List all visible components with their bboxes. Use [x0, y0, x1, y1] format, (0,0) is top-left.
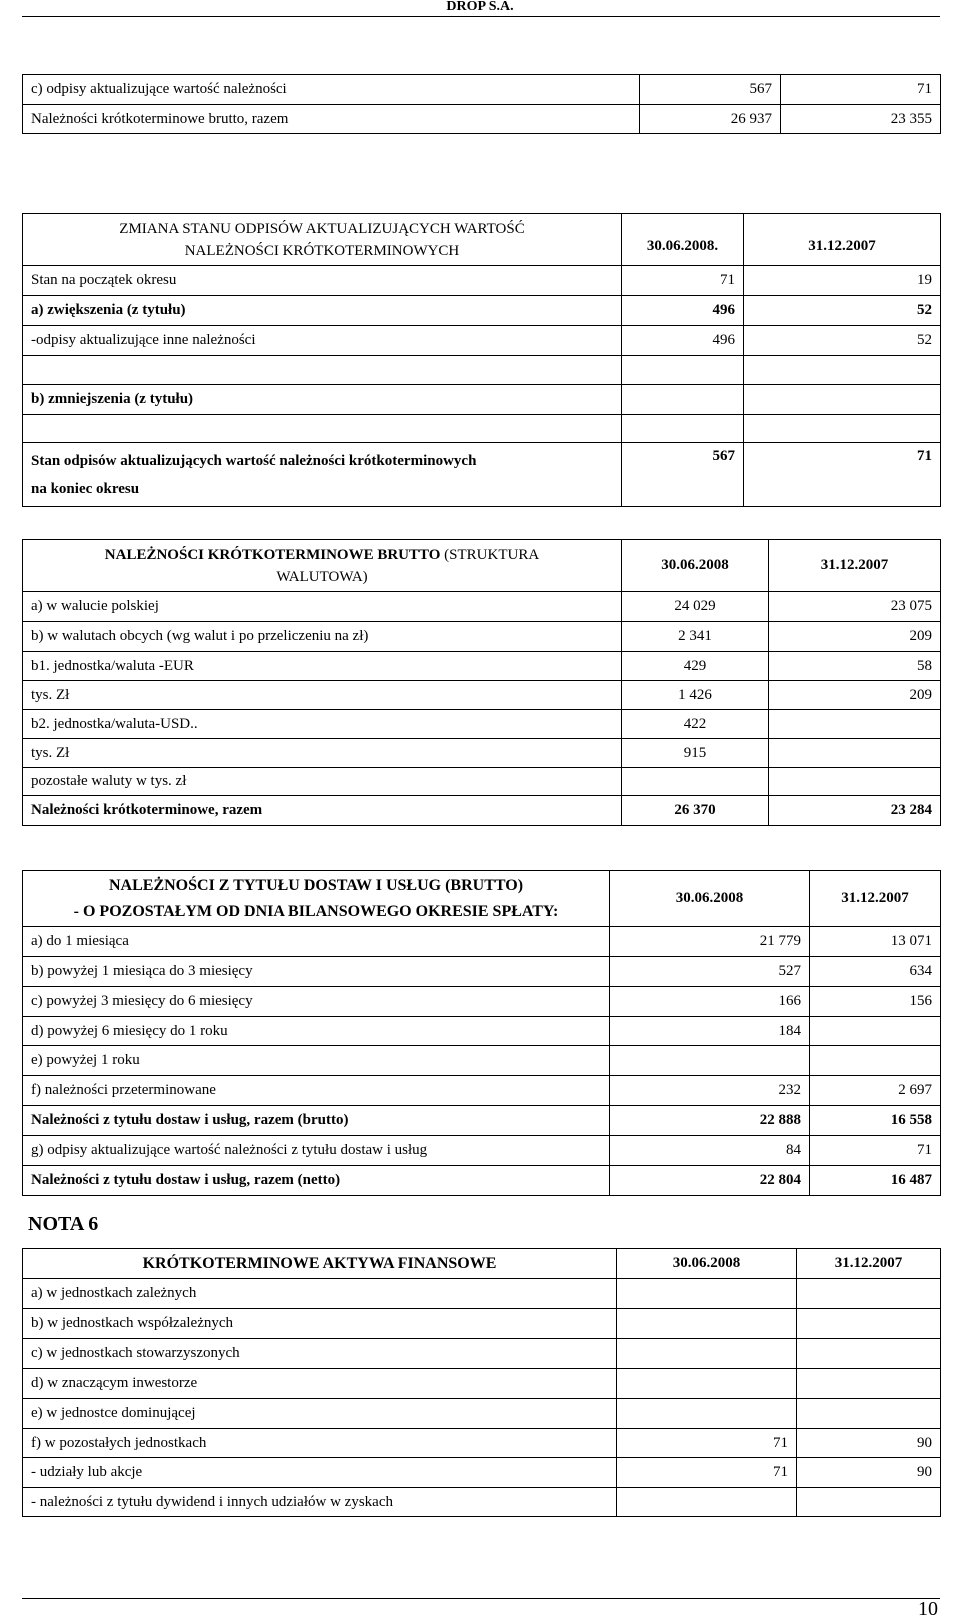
row-label: Należności z tytułu dostaw i usług, razem (netto)	[23, 1166, 610, 1196]
value-2008: 496	[622, 296, 744, 326]
col-header-2008: 30.06.2008	[610, 871, 810, 927]
value-2008: 915	[622, 739, 769, 768]
value-2007: 16 487	[810, 1166, 941, 1196]
value-2008	[622, 356, 744, 385]
value-2007: 71	[744, 443, 941, 507]
value-2007: 90	[797, 1429, 941, 1458]
table-row	[23, 105, 941, 134]
value-2007: 23 284	[769, 796, 941, 826]
title-normal: (STRUKTURA	[440, 546, 540, 563]
short-term-financial-assets-table	[22, 1248, 941, 1517]
table-row	[23, 1458, 941, 1488]
table-row	[23, 1279, 941, 1309]
value-2007: 634	[810, 957, 941, 987]
row-label: tys. Zł	[23, 681, 622, 710]
table-total-row	[23, 443, 941, 507]
value-2007	[744, 415, 941, 443]
value-2008: 232	[610, 1076, 810, 1106]
value-2007	[797, 1488, 941, 1517]
col-header-2007: 31.12.2007	[744, 214, 941, 266]
value-2008: 1 426	[622, 681, 769, 710]
value-2008: 71	[622, 266, 744, 296]
table-row	[23, 957, 941, 987]
table-header-row	[23, 871, 941, 927]
row-label: b1. jednostka/waluta -EUR	[23, 652, 622, 681]
note-heading: NOTA 6	[28, 1213, 99, 1235]
row-label: a) zwiększenia (z tytułu)	[23, 296, 622, 326]
value-2007: 71	[810, 1136, 941, 1166]
table-row	[23, 768, 941, 796]
table-subtotal-row	[23, 1106, 941, 1136]
title-line-2: NALEŻNOŚCI KRÓTKOTERMINOWYCH	[184, 242, 460, 259]
value-2007	[797, 1339, 941, 1369]
value-2007: 209	[769, 681, 941, 710]
table-row	[23, 592, 941, 622]
value-2007: 2 697	[810, 1076, 941, 1106]
row-label: b2. jednostka/waluta-USD..	[23, 710, 622, 739]
value-2007	[769, 768, 941, 796]
row-label: d) w znaczącym inwestorze	[23, 1369, 617, 1399]
row-label: b) powyżej 1 miesiąca do 3 miesięcy	[23, 957, 610, 987]
row-label: b) w walutach obcych (wg walut i po przeliczeniu na zł)	[23, 622, 622, 652]
table-title: KRÓTKOTERMINOWE AKTYWA FINANSOWE	[23, 1249, 617, 1279]
row-label: Należności krótkoterminowe, razem	[23, 796, 622, 826]
table-row	[23, 1136, 941, 1166]
row-label: Stan na początek okresu	[23, 266, 622, 296]
col-header-2008: 30.06.2008	[622, 540, 769, 592]
row-label: a) w walucie polskiej	[23, 592, 622, 622]
table-row	[23, 326, 941, 356]
value-2007	[797, 1399, 941, 1429]
table-row	[23, 739, 941, 768]
title-line-1: ZMIANA STANU ODPISÓW AKTUALIZUJĄCYCH WARTOŚĆ	[119, 220, 525, 237]
value-2007	[769, 739, 941, 768]
table-row	[23, 1488, 941, 1517]
table-title	[23, 871, 610, 927]
value-2007: 209	[769, 622, 941, 652]
table-header-row	[23, 1249, 941, 1279]
value-2008: 567	[622, 443, 744, 507]
table-row	[23, 1076, 941, 1106]
table-row	[23, 296, 941, 326]
value-2007: 90	[797, 1458, 941, 1488]
value-2008: 567	[640, 75, 781, 105]
page-number: 10	[918, 1598, 938, 1620]
value-2007	[797, 1309, 941, 1339]
table-row	[23, 356, 941, 385]
table-row	[23, 75, 941, 105]
value-2007	[769, 710, 941, 739]
value-2007: 156	[810, 987, 941, 1017]
value-2007: 52	[744, 326, 941, 356]
row-label: g) odpisy aktualizujące wartość należności z tytułu dostaw i usług	[23, 1136, 610, 1166]
value-2007: 23 355	[781, 105, 941, 134]
row-label: d) powyżej 6 miesięcy do 1 roku	[23, 1017, 610, 1046]
value-2008	[617, 1369, 797, 1399]
value-2008: 22 804	[610, 1166, 810, 1196]
table-header-row	[23, 540, 941, 592]
row-label: e) powyżej 1 roku	[23, 1046, 610, 1076]
row-label: b) w jednostkach współzależnych	[23, 1309, 617, 1339]
value-2008	[617, 1309, 797, 1339]
table-total-row	[23, 1166, 941, 1196]
row-label: - udziały lub akcje	[23, 1458, 617, 1488]
row-label: -odpisy aktualizujące inne należności	[23, 326, 622, 356]
value-2008: 21 779	[610, 927, 810, 957]
receivables-top-table	[22, 74, 941, 134]
row-label: f) należności przeterminowane	[23, 1076, 610, 1106]
value-2008: 24 029	[622, 592, 769, 622]
value-2008	[622, 768, 769, 796]
row-label: Należności z tytułu dostaw i usług, razem (brutto)	[23, 1106, 610, 1136]
col-header-2007: 31.12.2007	[769, 540, 941, 592]
table-row	[23, 681, 941, 710]
value-2008: 496	[622, 326, 744, 356]
table-title	[23, 540, 622, 592]
col-header-2008: 30.06.2008	[617, 1249, 797, 1279]
header-rule	[22, 16, 940, 17]
table-row	[23, 385, 941, 415]
label-line-1: Stan odpisów aktualizujących wartość należności krótkoterminowych	[31, 452, 477, 469]
table-row	[23, 652, 941, 681]
table-row	[23, 710, 941, 739]
value-2007: 19	[744, 266, 941, 296]
value-2007	[810, 1017, 941, 1046]
row-label: e) w jednostce dominującej	[23, 1399, 617, 1429]
title-line-2: WALUTOWA)	[276, 568, 368, 585]
table-row	[23, 987, 941, 1017]
value-2008: 166	[610, 987, 810, 1017]
currency-structure-table	[22, 539, 941, 826]
value-2008	[617, 1279, 797, 1309]
value-2008: 422	[622, 710, 769, 739]
row-label: b) zmniejszenia (z tytułu)	[23, 385, 622, 415]
value-2007: 13 071	[810, 927, 941, 957]
row-label	[23, 443, 622, 507]
footer-rule	[22, 1598, 940, 1599]
row-label: a) w jednostkach zależnych	[23, 1279, 617, 1309]
table-row	[23, 1017, 941, 1046]
table-row	[23, 1339, 941, 1369]
row-label: tys. Zł	[23, 739, 622, 768]
value-2007	[810, 1046, 941, 1076]
table-row	[23, 1046, 941, 1076]
value-2007: 58	[769, 652, 941, 681]
title-bold: NALEŻNOŚCI KRÓTKOTERMINOWE BRUTTO	[104, 546, 441, 563]
row-label	[23, 356, 622, 385]
table-row	[23, 622, 941, 652]
table-header-row	[23, 214, 941, 266]
value-2007: 52	[744, 296, 941, 326]
value-2007	[797, 1369, 941, 1399]
value-2007: 71	[781, 75, 941, 105]
col-header-2007: 31.12.2007	[810, 871, 941, 927]
row-label: c) powyżej 3 miesięcy do 6 miesięcy	[23, 987, 610, 1017]
value-2008	[622, 415, 744, 443]
table-row	[23, 1429, 941, 1458]
value-2008: 22 888	[610, 1106, 810, 1136]
value-2008	[610, 1046, 810, 1076]
value-2008: 84	[610, 1136, 810, 1166]
value-2008: 71	[617, 1429, 797, 1458]
row-label: c) odpisy aktualizujące wartość należności	[23, 75, 640, 105]
trade-receivables-maturity-table	[22, 870, 941, 1196]
value-2008: 429	[622, 652, 769, 681]
page-header: DROP S.A.	[446, 0, 514, 14]
row-label: f) w pozostałych jednostkach	[23, 1429, 617, 1458]
value-2008: 71	[617, 1458, 797, 1488]
value-2007	[797, 1279, 941, 1309]
table-row	[23, 266, 941, 296]
value-2008: 527	[610, 957, 810, 987]
row-label	[23, 415, 622, 443]
value-2007: 16 558	[810, 1106, 941, 1136]
value-2008	[617, 1339, 797, 1369]
row-label: pozostałe waluty w tys. zł	[23, 768, 622, 796]
table-title	[23, 214, 622, 266]
value-2008	[617, 1488, 797, 1517]
value-2008	[622, 385, 744, 415]
table-total-row	[23, 796, 941, 826]
table-row	[23, 1309, 941, 1339]
value-2008	[617, 1399, 797, 1429]
row-label: a) do 1 miesiąca	[23, 927, 610, 957]
label-line-2: na koniec okresu	[31, 480, 140, 497]
table-row	[23, 1399, 941, 1429]
value-2007	[744, 385, 941, 415]
title-line-1: NALEŻNOŚCI Z TYTUŁU DOSTAW I USŁUG (BRUTTO)	[108, 876, 524, 894]
row-label: c) w jednostkach stowarzyszonych	[23, 1339, 617, 1369]
row-label: - należności z tytułu dywidend i innych udziałów w zyskach	[23, 1488, 617, 1517]
value-2007	[744, 356, 941, 385]
value-2008: 2 341	[622, 622, 769, 652]
value-2008: 26 937	[640, 105, 781, 134]
table-row	[23, 415, 941, 443]
table-row	[23, 1369, 941, 1399]
value-2007: 23 075	[769, 592, 941, 622]
row-label: Należności krótkoterminowe brutto, razem	[23, 105, 640, 134]
value-2008: 184	[610, 1017, 810, 1046]
allowance-change-table	[22, 213, 941, 507]
value-2008: 26 370	[622, 796, 769, 826]
table-row	[23, 927, 941, 957]
col-header-2007: 31.12.2007	[797, 1249, 941, 1279]
title-line-1	[31, 544, 613, 566]
col-header-2008: 30.06.2008.	[622, 214, 744, 266]
title-line-2: - O POZOSTAŁYM OD DNIA BILANSOWEGO OKRESIE SPŁATY:	[73, 902, 559, 920]
